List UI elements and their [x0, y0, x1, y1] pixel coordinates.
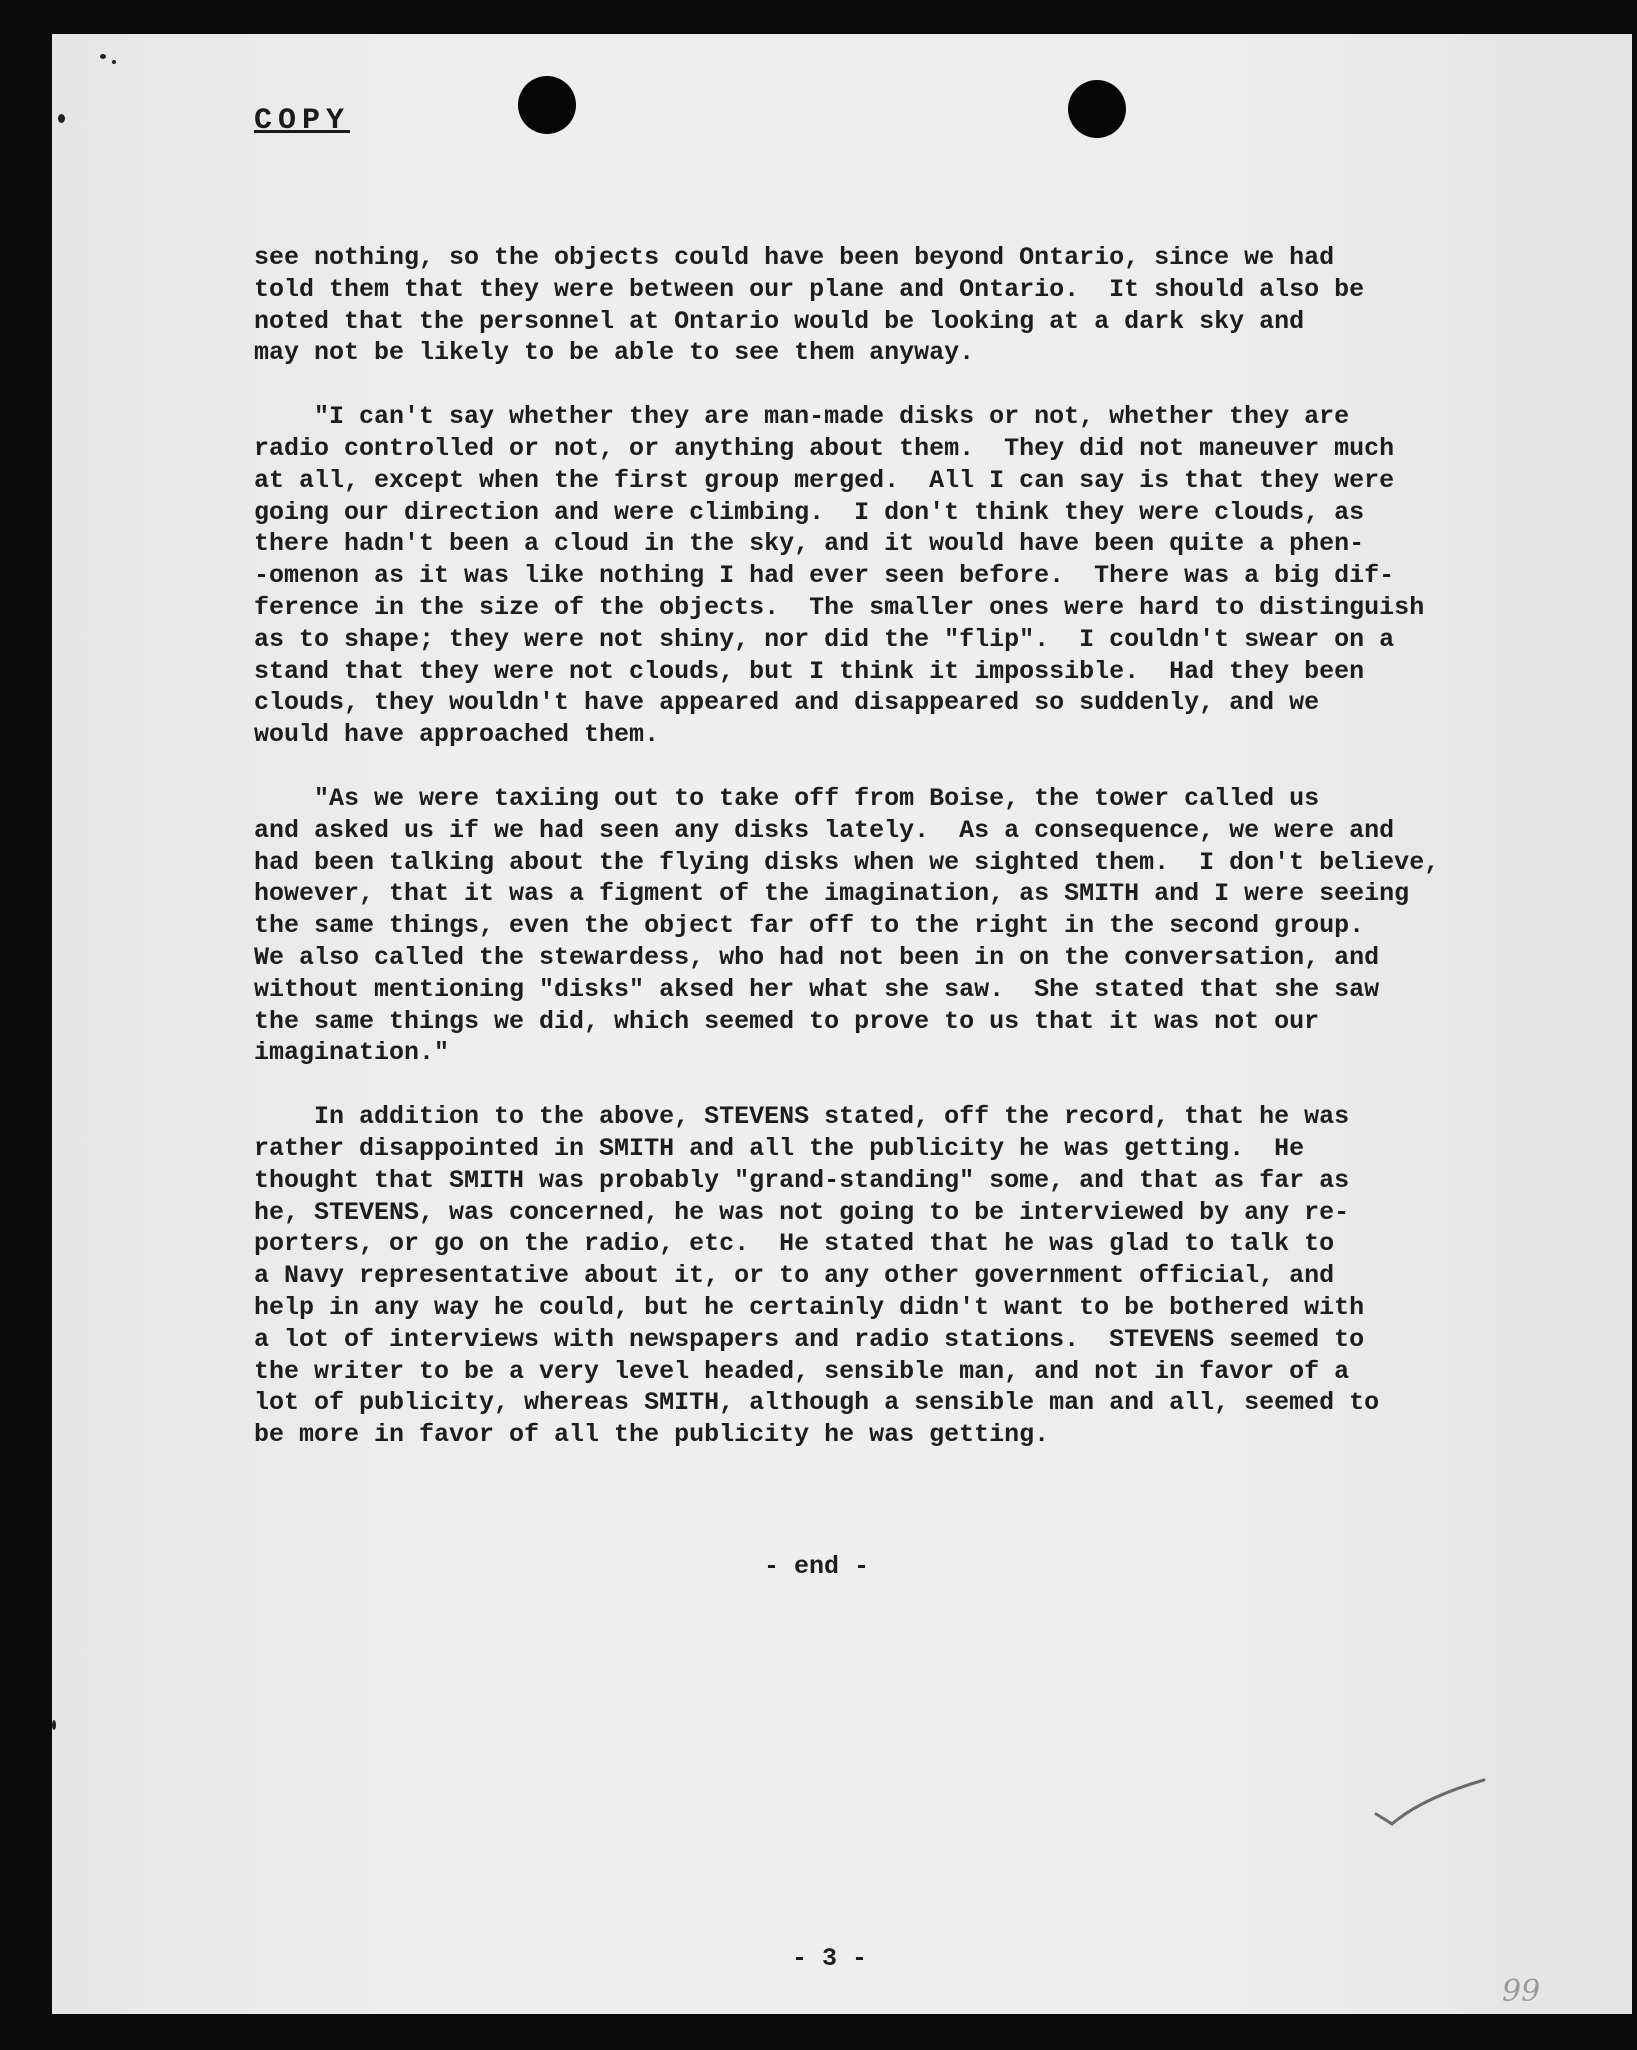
text-line: ference in the size of the objects. The smaller ones were hard to distinguish — [254, 592, 1425, 622]
file-number: 99 — [1502, 1974, 1541, 2009]
end-marker-text: - end - — [764, 1552, 870, 1581]
text-line: may not be likely to be able to see them anyway. — [254, 338, 975, 368]
document-page — [52, 34, 1632, 2014]
text-line: the writer to be a very level headed, sensible man, and not in favor of a — [254, 1356, 1350, 1386]
punch-hole — [518, 76, 576, 134]
text-line: radio controlled or not, or anything about them. They did not maneuver much — [254, 433, 1395, 463]
text-line: imagination." — [254, 1038, 450, 1068]
text-line: thought that SMITH was probably "grand-standing" some, and that as far as — [254, 1165, 1350, 1195]
text-line: lot of publicity, whereas SMITH, although a sensible man and all, seemed to — [254, 1388, 1380, 1418]
paragraph — [254, 1101, 1614, 1451]
punch-hole — [1068, 80, 1126, 138]
text-line: clouds, they wouldn't have appeared and disappeared so suddenly, and we — [254, 688, 1320, 718]
ink-speck — [58, 114, 65, 123]
copy-stamp: COPY — [254, 104, 351, 138]
text-line: going our direction and were climbing. I don't think they were clouds, as — [254, 497, 1365, 527]
paragraph — [254, 242, 1614, 369]
text-line: see nothing, so the objects could have been beyond Ontario, since we had — [254, 243, 1335, 272]
text-line: be more in favor of all the publicity he was getting. — [254, 1420, 1050, 1450]
text-line: "As we were taxiing out to take off from Boise, the tower called us — [254, 783, 1320, 813]
text-line: without mentioning "disks" aksed her what she saw. She stated that she saw — [254, 974, 1380, 1004]
text-line: -omenon as it was like nothing I had ever seen before. There was a big dif- — [254, 561, 1395, 591]
text-line: would have approached them. — [254, 720, 660, 750]
text-line: stand that they were not clouds, but I think it impossible. Had they been — [254, 656, 1365, 686]
text-line: In addition to the above, STEVENS stated, off the record, that he was — [254, 1102, 1350, 1132]
text-line: a Navy representative about it, or to any other government official, and — [254, 1261, 1335, 1291]
text-line: he, STEVENS, was concerned, he was not going to be interviewed by any re- — [254, 1197, 1350, 1227]
ink-speck — [100, 54, 106, 59]
text-line: had been talking about the flying disks when we sighted them. I don't believe, — [254, 847, 1440, 877]
text-line: the same things, even the object far off to the right in the second group. — [254, 911, 1365, 941]
ink-speck — [52, 1720, 56, 1730]
text-line: told them that they were between our plane and Ontario. It should also be — [254, 274, 1365, 304]
text-line: and asked us if we had seen any disks lately. As a consequence, we were and — [254, 815, 1395, 845]
text-line: the same things we did, which seemed to prove to us that it was not our — [254, 1006, 1320, 1036]
letter-body — [254, 242, 1614, 1483]
checkmark-icon — [1372, 1774, 1492, 1834]
text-line: a lot of interviews with newspapers and radio stations. STEVENS seemed to — [254, 1324, 1365, 1354]
text-line: however, that it was a figment of the imagination, as SMITH and I were seeing — [254, 879, 1410, 909]
text-line: porters, or go on the radio, etc. He stated that he was glad to talk to — [254, 1229, 1335, 1259]
text-line: We also called the stewardess, who had not been in on the conversation, and — [254, 942, 1380, 972]
text-line: at all, except when the first group merged. All I can say is that they were — [254, 465, 1395, 495]
paragraph — [254, 783, 1614, 1069]
text-line: noted that the personnel at Ontario would be looking at a dark sky and — [254, 306, 1305, 336]
text-line: "I can't say whether they are man-made disks or not, whether they are — [254, 402, 1350, 432]
text-line: help in any way he could, but he certainly didn't want to be bothered with — [254, 1292, 1365, 1322]
paragraph — [254, 401, 1614, 751]
text-line: rather disappointed in SMITH and all the publicity he was getting. He — [254, 1133, 1305, 1163]
text-line: as to shape; they were not shiny, nor did the "flip". I couldn't swear on a — [254, 624, 1395, 654]
ink-speck — [112, 60, 116, 64]
page-number: - 3 - — [792, 1944, 868, 1973]
text-line: there hadn't been a cloud in the sky, and it would have been quite a phen- — [254, 529, 1365, 559]
